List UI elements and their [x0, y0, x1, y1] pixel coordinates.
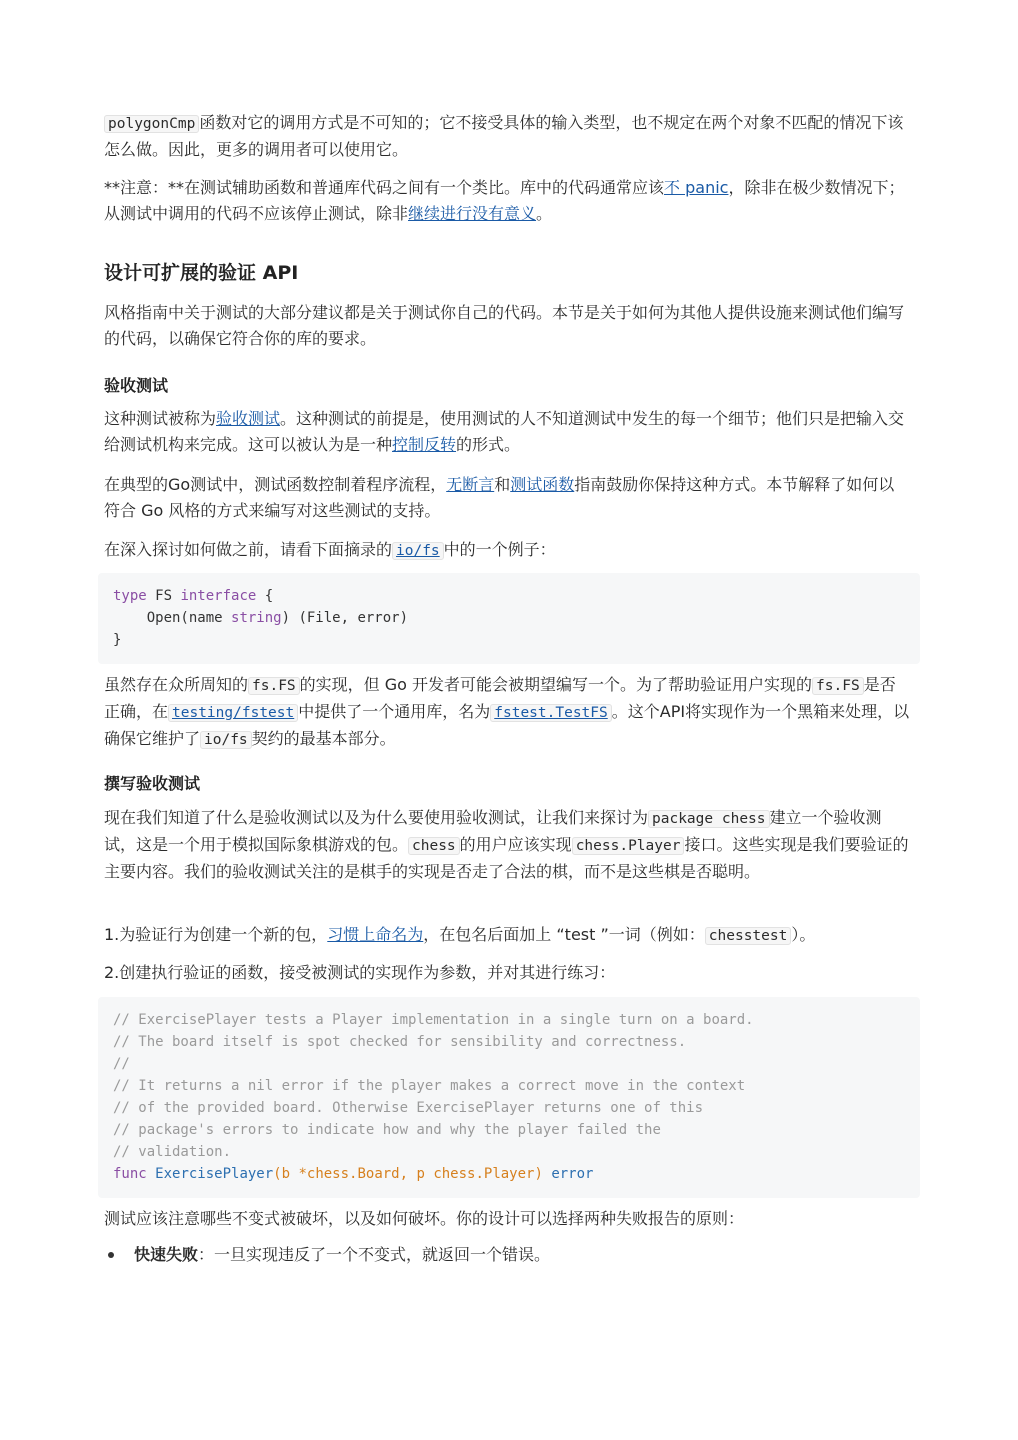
paragraph-text: 建立一个验收测试，这是一个用于模拟国际象棋游戏的包。 — [104, 808, 882, 854]
paragraph-note — [104, 175, 910, 227]
code-function-name: ExercisePlayer — [155, 1166, 274, 1182]
code-block-exercise-player — [98, 997, 920, 1198]
code-comment: // The board itself is spot checked for sensibility and correctness. — [113, 1034, 687, 1050]
heading-extensible-api: 设计可扩展的验证 API — [104, 262, 299, 284]
link-no-assertions[interactable]: 无断言 — [446, 475, 495, 494]
paragraph-text: 指南鼓励你保持这种方式。本节解释了如何以符合 Go 风格的方式来编写对这些测试的支持。 — [104, 475, 895, 520]
paragraph-text: 这种测试被称为 — [104, 409, 217, 428]
paragraph-polygoncmp — [104, 110, 910, 163]
code-comment: // It returns a nil error if the player makes a correct move in the context — [113, 1078, 746, 1094]
code-return-type: error — [551, 1166, 594, 1182]
paragraph-text: ，在包名后面加上 “test ”一词（例如： — [423, 925, 705, 944]
paragraph-fstest — [104, 672, 910, 753]
code-params: (b *chess.Board, p chess.Player) — [273, 1166, 543, 1182]
paragraph-step-2: 2.创建执行验证的函数，接受被测试的实现作为参数，并对其进行练习： — [104, 963, 616, 982]
paragraph-text: 虽然存在众所周知的 — [104, 675, 249, 694]
paragraph-text: ：一旦实现违反了一个不变式，就返回一个错误。 — [198, 1245, 551, 1264]
code-text: ) (File, error) — [281, 610, 409, 626]
paragraph-text: 函数对它的调用方式是不可知的；它不接受具体的输入类型，也不规定在两个对象不匹配的情况下该怎么做。因此，更多的调用者可以使用它。 — [104, 113, 904, 159]
paragraph-example-intro — [104, 537, 910, 564]
code-comment: // validation. — [113, 1144, 232, 1160]
link-inversion-of-control[interactable]: 控制反转 — [392, 435, 457, 454]
paragraph-text: ，除非在极少数情况下；从测试中调用的代码不应该停止测试，除非 — [104, 178, 905, 223]
code-keyword: func — [113, 1166, 147, 1182]
code-text: FS — [146, 588, 181, 604]
paragraph-text: 中的一个例子： — [443, 540, 556, 559]
paragraph-text: 的形式。 — [456, 435, 521, 454]
heading-writing-acceptance-tests: 撰写验收测试 — [104, 774, 201, 793]
paragraph-text: 在深入探讨如何做之前，请看下面摘录的 — [104, 540, 393, 559]
code-text: Open(name — [113, 610, 232, 626]
code-text: } — [113, 632, 122, 648]
inline-code: chess.Player — [572, 837, 685, 855]
list-item-text — [134, 1242, 910, 1268]
inline-code: fs.FS — [812, 677, 864, 695]
code-comment: // — [113, 1056, 130, 1072]
paragraph-chess-package — [104, 805, 910, 885]
link-fstest-testfs[interactable] — [490, 702, 612, 721]
link-test-functions[interactable]: 测试函数 — [510, 475, 575, 494]
paragraph-text: 契约的最基本部分。 — [251, 729, 396, 748]
link-no-panic[interactable]: 不 panic — [664, 178, 729, 197]
inline-code: testing/fstest — [168, 704, 298, 722]
code-text: { — [256, 588, 274, 604]
bullet-icon — [108, 1252, 114, 1258]
link-acceptance-test[interactable]: 验收测试 — [216, 409, 281, 428]
paragraph-invariants: 测试应该注意哪些不变式被破坏，以及如何破坏。你的设计可以选择两种失败报告的原则： — [104, 1209, 745, 1228]
list-item-bold: 快速失败 — [134, 1245, 199, 1264]
inline-code: io/fs — [200, 731, 252, 749]
paragraph-text: ）。 — [791, 925, 816, 944]
paragraph-text: 中提供了一个通用库，名为 — [298, 702, 491, 721]
paragraph-step-1 — [104, 922, 910, 949]
paragraph-text: 。这个API将实现作为一个黑箱来处理，以确保它维护了 — [104, 702, 910, 748]
paragraph-go-tests — [104, 472, 910, 524]
paragraph-text: 是否正确，在 — [104, 675, 896, 721]
inline-code: package chess — [648, 810, 770, 828]
code-block-fs-interface — [98, 573, 920, 664]
inline-code: fs.FS — [248, 677, 300, 695]
paragraph-text: 1.为验证行为创建一个新的包， — [104, 925, 328, 944]
inline-code: io/fs — [392, 542, 444, 560]
paragraph-text: 的用户应该实现 — [459, 835, 572, 854]
paragraph-text: **注意：**在测试辅助函数和普通库代码之间有一个类比。库中的代码通常应该 — [104, 178, 665, 197]
paragraph-api-intro: 风格指南中关于测试的大部分建议都是关于测试你自己的代码。本节是关于如何为其他人提供设施来测试他们编写的代码，以确保它符合你的库的要求。 — [104, 303, 905, 348]
code-type: string — [231, 610, 282, 626]
heading-acceptance-tests: 验收测试 — [104, 376, 169, 395]
link-testing-fstest[interactable] — [168, 702, 298, 721]
paragraph-text: 。 — [536, 204, 553, 223]
inline-code: chess — [408, 837, 460, 855]
link-io-fs[interactable] — [392, 540, 444, 559]
code-comment: // of the provided board. Otherwise ExercisePlayer returns one of this — [113, 1100, 704, 1116]
inline-code: fstest.TestFS — [490, 704, 612, 722]
code-keyword: type — [113, 588, 147, 604]
paragraph-text: 的实现，但 Go 开发者可能会被期望编写一个。为了帮助验证用户实现的 — [299, 675, 813, 694]
code-comment: // package's errors to indicate how and why the player failed the — [113, 1122, 661, 1138]
link-conventional-naming[interactable]: 习惯上命名为 — [327, 925, 424, 944]
code-comment: // ExercisePlayer tests a Player implementation in a single turn on a board. — [113, 1012, 754, 1028]
list-item — [104, 1242, 910, 1268]
paragraph-text: 现在我们知道了什么是验收测试以及为什么要使用验收测试，让我们来探讨为 — [104, 808, 649, 827]
paragraph-text: 和 — [494, 475, 511, 494]
paragraph-text: 。这种测试的前提是，使用测试的人不知道测试中发生的每一个细节；他们只是把输入交给测试机构来完成。这可以被认为是一种 — [104, 409, 905, 454]
inline-code: polygonCmp — [104, 115, 199, 133]
paragraph-text: 在典型的Go测试中，测试函数控制着程序流程， — [104, 475, 447, 494]
code-keyword: interface — [180, 588, 257, 604]
paragraph-text: 接口。这些实现是我们要验证的主要内容。我们的验收测试关注的是棋手的实现是否走了合法的棋，而不是这些棋是否聪明。 — [104, 835, 909, 881]
paragraph-acceptance-intro — [104, 406, 910, 458]
inline-code: chesstest — [705, 927, 792, 945]
link-meaningless-continue[interactable]: 继续进行没有意义 — [408, 204, 537, 223]
